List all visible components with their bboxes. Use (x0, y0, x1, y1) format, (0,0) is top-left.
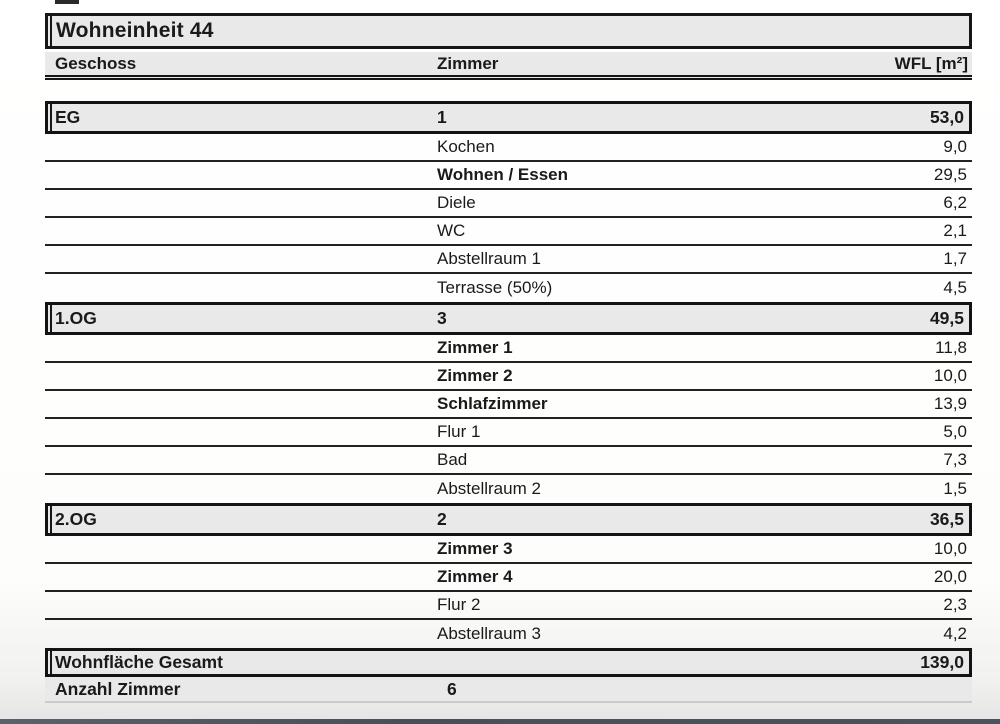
table-row (45, 218, 972, 246)
unit-title: Wohneinheit 44 (56, 19, 214, 42)
floor-room-count: 2 (437, 509, 447, 529)
table-row (45, 620, 972, 648)
total-area-value: 139,0 (920, 652, 964, 672)
room-area-value: 2,3 (943, 595, 967, 614)
room-name: Schlafzimmer (437, 394, 548, 413)
table-row (45, 475, 972, 503)
room-name: Flur 1 (437, 422, 481, 441)
table-row (45, 564, 972, 592)
room-area-value: 10,0 (933, 539, 967, 558)
room-area-value: 2,1 (943, 221, 967, 240)
floor-area-value: 49,5 (929, 308, 964, 328)
room-name: WC (437, 221, 466, 240)
table-row (45, 190, 972, 218)
table-header-row (45, 52, 972, 80)
table-row (45, 246, 972, 274)
scan-bottom-bar (0, 719, 1000, 724)
spacer (45, 80, 972, 101)
room-area-value: 1,5 (943, 479, 967, 498)
area-calculation-document (45, 13, 972, 703)
room-count-row (45, 677, 972, 703)
column-header-zimmer: Zimmer (437, 53, 499, 73)
room-name: Abstellraum 1 (437, 249, 541, 268)
room-name: Diele (437, 193, 476, 212)
room-list (45, 335, 972, 503)
room-area-value: 9,0 (943, 137, 967, 156)
table-row (45, 274, 972, 302)
table-row (45, 335, 972, 363)
room-name: Zimmer 4 (437, 567, 513, 586)
room-area-value: 5,0 (943, 422, 967, 441)
room-area-value: 1,7 (943, 249, 967, 268)
column-header-geschoss: Geschoss (55, 53, 137, 73)
room-name: Wohnen / Essen (437, 165, 568, 184)
scan-artifact-mark (55, 0, 79, 4)
table-row (45, 419, 972, 447)
table-row (45, 162, 972, 190)
floor-header-row (45, 503, 972, 536)
table-row (45, 447, 972, 475)
unit-title-box (45, 13, 972, 49)
sections (45, 101, 972, 648)
floor-area-value: 53,0 (929, 107, 964, 127)
room-area-value: 4,2 (943, 624, 967, 643)
floor-label: 1.OG (55, 308, 97, 328)
floor-header-row (45, 302, 972, 335)
table-row (45, 391, 972, 419)
room-name: Flur 2 (437, 595, 481, 614)
room-name: Bad (437, 450, 468, 469)
room-list (45, 536, 972, 648)
room-name: Zimmer 1 (437, 338, 513, 357)
floor-room-count: 1 (437, 107, 447, 127)
room-area-value: 13,9 (933, 394, 967, 413)
room-area-value: 29,5 (933, 165, 967, 184)
table-row (45, 134, 972, 162)
room-count-value: 6 (447, 678, 457, 699)
floor-section (45, 101, 972, 302)
table-row (45, 536, 972, 564)
room-count-label: Anzahl Zimmer (55, 678, 181, 699)
room-area-value: 20,0 (933, 567, 967, 586)
floor-room-count: 3 (437, 308, 447, 328)
room-name: Zimmer 2 (437, 366, 513, 385)
room-area-value: 7,3 (943, 450, 967, 469)
room-name: Zimmer 3 (437, 539, 513, 558)
floor-section (45, 302, 972, 503)
room-name: Abstellraum 3 (437, 624, 541, 643)
floor-label: EG (55, 107, 81, 127)
room-area-value: 11,8 (935, 338, 967, 357)
room-name: Terrasse (50%) (437, 278, 553, 297)
room-name: Kochen (437, 137, 495, 156)
room-area-value: 10,0 (933, 366, 967, 385)
floor-header-row (45, 101, 972, 134)
room-list (45, 134, 972, 302)
table-row (45, 363, 972, 391)
column-header-wfl: WFL [m²] (894, 53, 968, 73)
table-row (45, 592, 972, 620)
total-area-row (45, 648, 972, 677)
room-area-value: 4,5 (943, 278, 967, 297)
floor-area-value: 36,5 (929, 509, 964, 529)
floor-label: 2.OG (55, 509, 97, 529)
floor-section (45, 503, 972, 648)
room-name: Abstellraum 2 (437, 479, 541, 498)
total-area-label: Wohnfläche Gesamt (55, 652, 223, 672)
room-area-value: 6,2 (943, 193, 967, 212)
